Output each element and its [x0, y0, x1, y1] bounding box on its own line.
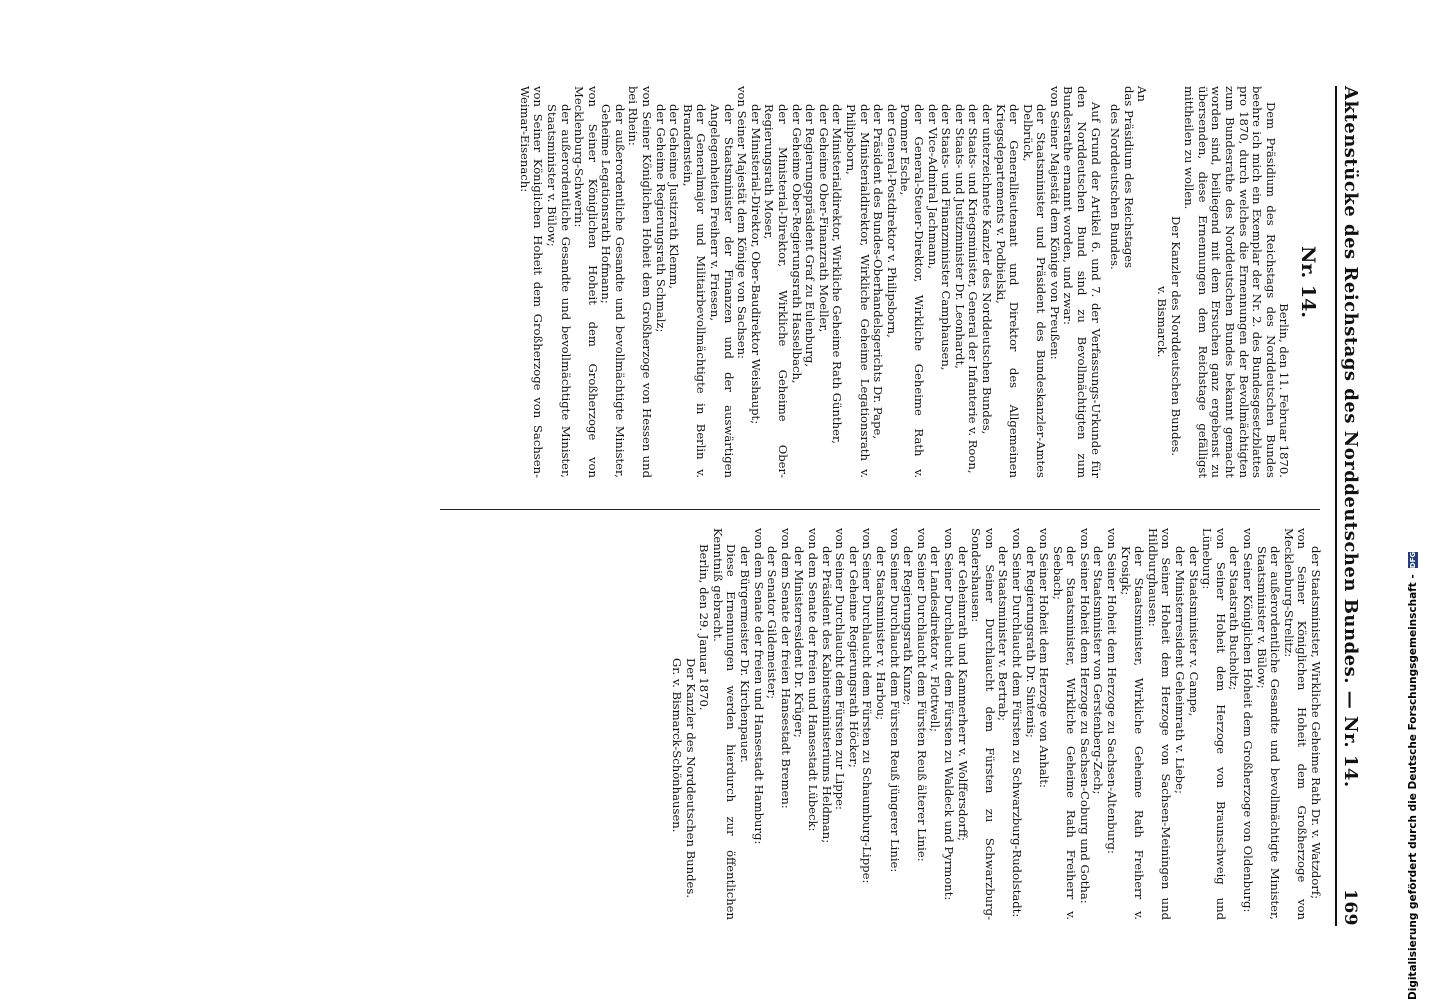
group-head: von Seiner Durchlaucht dem Fürsten zu Schwarzburg-Sondershausen:	[969, 528, 997, 920]
group-list-saxony	[653, 86, 735, 478]
group-list-mecklenburg	[544, 86, 571, 478]
address-line-2: des Norddeutschen Bundes.	[1108, 104, 1123, 270]
group-head: von dem Senate der freien und Hansestadt Hamburg:	[751, 528, 766, 845]
group-head: von dem Senate der freien und Hansestadt Lübeck:	[806, 528, 821, 832]
group-head: von Seiner Durchlaucht dem Fürsten Reuß älterer Linie:	[914, 528, 929, 862]
appointee-entry: der Ministerresident Dr. Krüger;	[792, 546, 807, 738]
group-head: von Seiner Hoheit dem Herzoge von Anhalt:	[1037, 528, 1052, 788]
appointee-entry: der Geheime Ober-Regierungsrath Hasselbach,	[789, 104, 804, 384]
appointee-entry: der außerordentliche Gesandte und bevollmächtigte Minister, Geheime Legationsrath Hofmann;	[599, 104, 627, 478]
appointee-entry: der unterzeichnete Kanzler des Norddeutschen Bundes,	[979, 104, 994, 435]
group-list-hesse	[599, 86, 626, 478]
appointee-entry: der Regierungsrath Kunze;	[901, 546, 916, 706]
appointee-entry: der Präsident des Bundes-Oberhandelsgerichts Dr. Pape,	[871, 104, 886, 440]
appointee-entry: der Regierungspräsident Graf zu Eulenburg,	[803, 104, 818, 368]
appointee-entry: der Geheimrath und Kammerherr v. Wolffersdorff;	[955, 546, 970, 842]
signer-title: Der Kanzler des Norddeutschen Bundes.	[1168, 216, 1183, 457]
running-header	[1335, 86, 1366, 926]
appointee-entry: der Geheime Justizrath Klemm,	[667, 104, 682, 289]
group-head: von Seiner Majestät dem Könige von Sachsen:	[735, 86, 750, 359]
group-head: von Seiner Durchlaucht dem Fürsten zu Schaumburg-Lippe:	[860, 528, 875, 884]
appointee-entry: der Staats- und Finanzminister Camphausen,	[939, 104, 954, 371]
right-column	[670, 528, 1323, 920]
address-line-1: das Präsidium des Reichstages	[1121, 86, 1136, 269]
group-head: von Seiner Hoheit dem Herzoge von Braunschweig und Lüneburg:	[1200, 528, 1228, 920]
appointee-entry: der Staatsminister v. Harbou;	[874, 546, 888, 721]
appointee-entry: der General-Steuer-Direktor, Wirkliche Geheime Rath v. Pommer Esche,	[898, 104, 926, 478]
appointee-entry: der Ministerialdirektor, Wirkliche Geheime Legationsrath v. Philipsborn,	[844, 104, 872, 478]
group-head: von Seiner Königlichen Hoheit dem Großherzoge von Oldenburg:	[1241, 528, 1256, 913]
credit-text: Digitalisierung gefördert durch die Deutsche Forschungsgemeinschaft -	[1407, 574, 1419, 1000]
group-head: von Seiner Hoheit dem Herzoge zu Sachsen-Altenburg:	[1105, 528, 1120, 854]
signature-line: Der Kanzler des Norddeutschen Bundes.	[683, 658, 698, 899]
appointee-entry: der General-Postdirektor v. Philipsborn,	[884, 104, 899, 338]
appointee-entry: der Ministerresident Geheimrath v. Liebe;	[1173, 546, 1188, 794]
address-an: An	[1135, 86, 1150, 102]
appointee-entry: der Staatsrath Bucholtz;	[1227, 546, 1242, 691]
group-head: von Seiner Majestät dem Könige von Preußen:	[1047, 86, 1062, 360]
group-head: von Seiner Durchlaucht dem Fürsten zu Waldeck und Pyrmont:	[941, 528, 956, 901]
page-number: 169	[1340, 889, 1360, 926]
appointee-entry: der Staatsminister v. Bertrab;	[996, 546, 1011, 722]
appointee-entry: der außerordentliche Gesandte und bevollmächtigte Minister, Staatsminister v. Bülow;	[544, 104, 573, 478]
group-list-prussia	[748, 86, 1047, 478]
appointee-entry: der Staats- und Justizminister Dr. Leonhardt,	[952, 104, 967, 369]
appointee-entry: der Staatsminister, Wirkliche Geheime Rath Freiherr v. Seebach;	[1050, 546, 1079, 920]
appointee-entry: der Geheime Ober-Finanzrath Moeller,	[816, 104, 831, 333]
letter-date: Berlin, den 11. Februar 1870.	[1277, 303, 1292, 478]
appointee-entry: der Präsident des Kabinetsministeriums Heldman;	[819, 546, 834, 844]
letter-intro: Dem Präsidium des Reichstags des Norddeutschen Bundes beehre ich mich ein Exemplar der Nr. 2. des Bundesgesetzblattes pro 1870, durch welches die Ernennungen der Bevollmächtigten zum Bundesrathe des Norddeutschen Bundes bekannt gemacht worden sind, beiliegend mit dem Ersuchen ganz ergebenst zu übersenden, diese Ernennungen dem Reichstage gefälligst mittheilen zu wollen.	[1182, 86, 1278, 478]
column-divider	[440, 509, 1320, 510]
appointee-entry: der Geheime Regierungsrath Schmalz;	[653, 104, 668, 333]
appointee-entry: der Staatsminister v. Campe,	[1186, 546, 1201, 717]
appointee-entry: der Bürgermeister Dr. Kirchenpauer.	[738, 546, 753, 763]
group-head: Berlin, den 29. Januar 1870.	[697, 544, 712, 711]
group-head: von Seiner Königlichen Hoheit dem Großherzoge von Hessen und bei Rhein:	[626, 86, 655, 478]
appointee-entry: der Vice-Admiral Jachmann,	[925, 104, 940, 270]
group-head: von Seiner Königlichen Hoheit dem Großherzoge von Mecklenburg-Schwerin:	[572, 86, 600, 478]
appointee-entry: der Generalmajor und Militairbevollmächtigte in Berlin v. Brandenstein,	[680, 104, 709, 478]
appointee-entry: der Staatsminister, Wirkliche Geheime Rath Dr. v. Watzdorf;	[1309, 546, 1323, 900]
group-head: Diese Ernennungen werden hierdurch zur öffentlichen Kenntniß gebracht.	[710, 528, 739, 920]
dfg-logo: DFG	[1409, 551, 1417, 569]
running-title: Aktenstücke des Reichstags des Norddeutschen Bundes. — Nr. 14.	[1340, 86, 1361, 788]
group-head: von Seiner Königlichen Hoheit dem Großherzoge von Sachsen-Weimar-Eisenach:	[517, 86, 546, 478]
appointee-entry: der Landesdirektor v. Flottwell;	[928, 546, 943, 732]
left-column	[517, 86, 1322, 478]
group-head: von dem Senate der freien Hansestadt Bremen:	[778, 528, 793, 809]
appointee-entry: der Staatsminister, Wirkliche Geheime Rath Freiherr v. Krosigk;	[1118, 546, 1147, 920]
appointee-entry: der Ministerialdirektor, Wirkliche Geheime Rath Günther,	[830, 104, 845, 444]
appointee-entry: der Generallieutenant und Direktor des Allgemeinen Kriegsdepartements v. Podbielski,	[993, 104, 1022, 478]
appointee-entry: der Staatsminister von Gerstenberg-Zech;	[1091, 546, 1106, 795]
group-head: von Seiner Hoheit dem Herzoge von Sachsen-Meiningen und Hildburghausen:	[1145, 528, 1174, 920]
body-intro: Auf Grund der Artikel 6. und 7. der Verfassungs-Urkunde für den Norddeutschen Bund sind zu Bevollmächtigten zum Bundesrathe ernannt worden, und zwar:	[1061, 86, 1103, 478]
group-head: von Seiner Durchlaucht dem Fürsten zur Lippe:	[833, 528, 848, 810]
appointee-entry: der außerordentliche Gesandte und bevollmächtigte Minister, Staatsminister v. Bülow;	[1254, 546, 1283, 920]
group-head: von Seiner Königlichen Hoheit dem Großherzoge von Mecklenburg-Strelitz:	[1281, 528, 1310, 920]
appointee-entry: der Senator Gildemeister;	[765, 546, 780, 700]
appointee-entry: der Geheime Regierungsrath Höcker;	[846, 546, 861, 768]
appointee-entry: der Ministerial-Direktor, Wirkliche Geheime Ober-Regierungsrath Moser,	[762, 104, 791, 478]
signature-line: Gr. v. Bismarck-Schönhausen.	[670, 658, 685, 833]
group-head: von Seiner Hoheit dem Herzoge zu Sachsen-Coburg und Gotha:	[1077, 528, 1092, 904]
appointee-entry: der Regierungsrath Dr. Sintenis;	[1023, 546, 1038, 738]
digitization-credit	[1402, 380, 1424, 1000]
appointee-entry: der Staatsminister der Finanzen und der auswärtigen Angelegenheiten Freiherr v. Friesen,	[708, 104, 736, 478]
group-head: von Seiner Durchlaucht dem Fürsten zu Schwarzburg-Rudolstadt:	[1009, 528, 1024, 918]
appointee-entry: der Staats- und Kriegsminister, General der Infanterie v. Roon,	[966, 104, 981, 474]
appointee-entry: der Staatsminister und Präsident des Bundeskanzler-Amtes Delbrück,	[1020, 104, 1049, 478]
signer-name: v. Bismarck.	[1155, 286, 1170, 358]
appointee-entry: der Ministerial-Direktor, Ober-Baudirektor Weishaupt;	[748, 104, 763, 425]
document-number: Nr. 14.	[1297, 246, 1319, 318]
group-head: von Seiner Durchlaucht dem Fürsten Reuß jüngerer Linie:	[887, 528, 902, 873]
